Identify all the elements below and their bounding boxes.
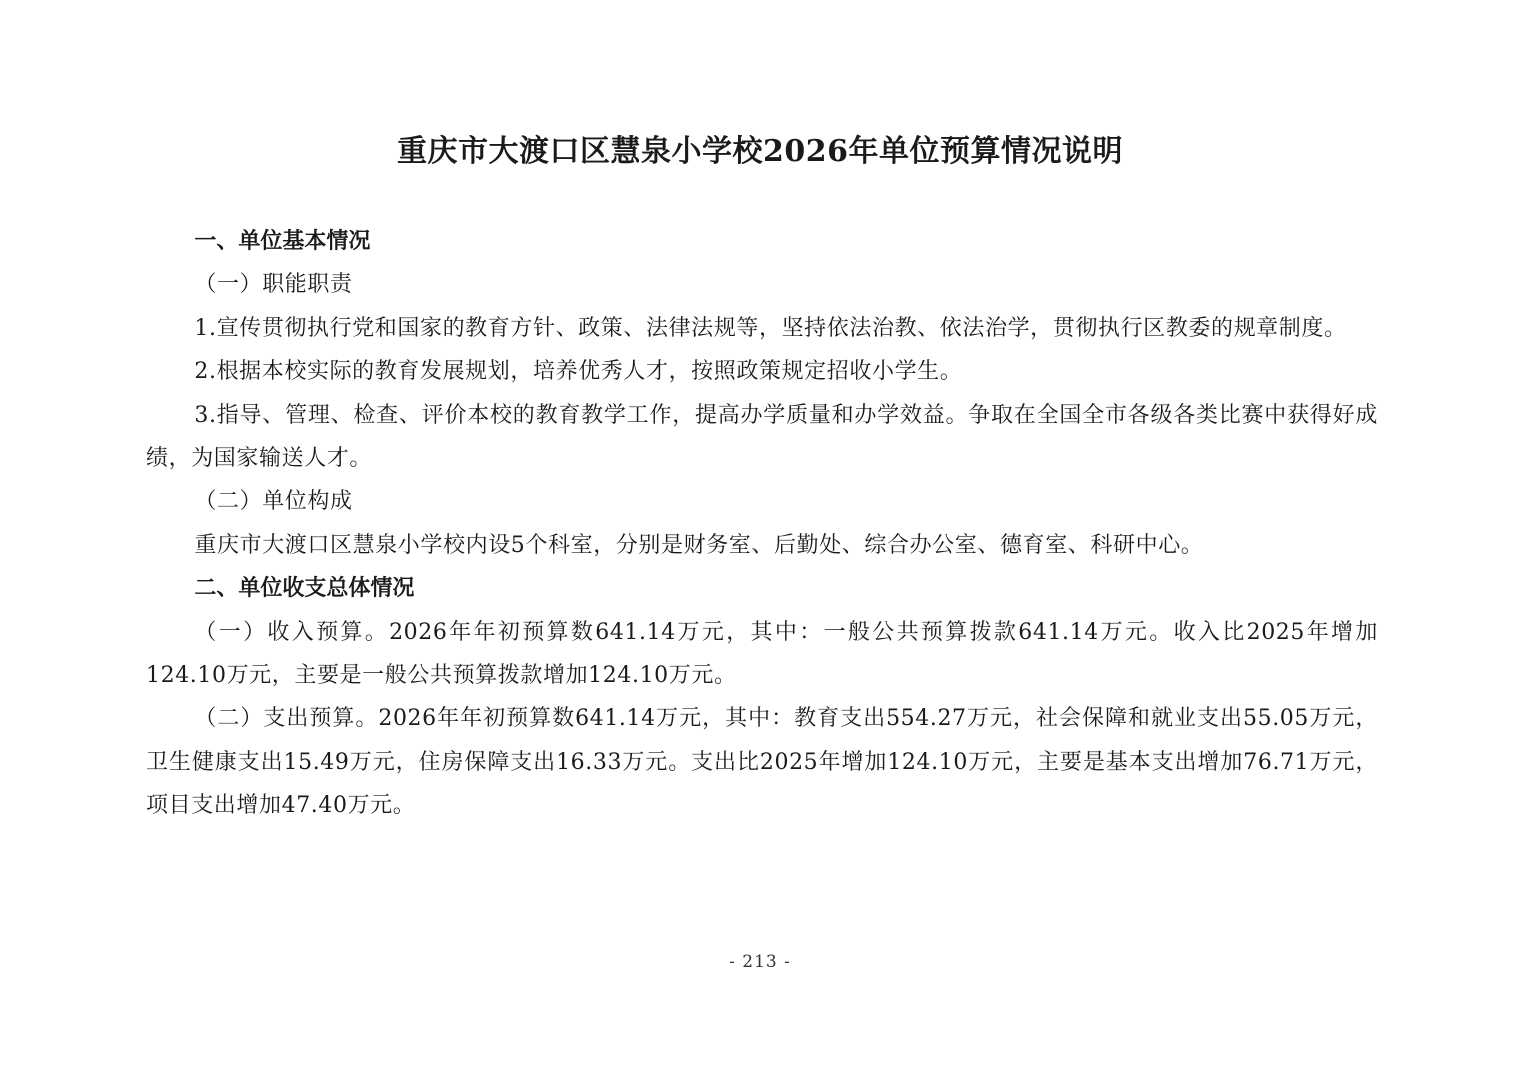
paragraph-composition: 重庆市大渡口区慧泉小学校内设5个科室，分别是财务室、后勤处、综合办公室、德育室、科研中心。 xyxy=(194,532,1204,558)
section-heading-budget-overview: 二、单位收支总体情况 xyxy=(194,576,415,602)
paragraph-function-2: 2.根据本校实际的教育发展规划，培养优秀人才，按照政策规定招收小学生。 xyxy=(194,359,963,385)
page-number: - 213 - xyxy=(729,952,791,972)
subheading-functions: （一）职能职责 xyxy=(194,272,353,298)
paragraph-function-3: 3.指导、管理、检查、评价本校的教育教学工作，提高办学质量和办学效益。争取在全国全市各级各类比赛中获得好成绩，为国家输送人才。 xyxy=(146,402,1378,472)
paragraph-expenditure-budget: （二）支出预算。2026年年初预算数641.14万元，其中：教育支出554.27万元，社会保障和就业支出55.05万元，卫生健康支出15.49万元，住房保障支出16.33万元。支出比2025年增加124.10万元，主要是基本支出增加76.71万元，项目支出增加47.40万元。 xyxy=(146,706,1378,819)
document-body xyxy=(146,220,1378,828)
paragraph-function-1: 1.宣传贯彻执行党和国家的教育方针、政策、法律法规等，坚持依法治教、依法治学，贯彻执行区教委的规章制度。 xyxy=(194,315,1347,341)
section-heading-basic-info: 一、单位基本情况 xyxy=(194,229,371,254)
document-title: 重庆市大渡口区慧泉小学校2026年单位预算情况说明 xyxy=(397,134,1123,169)
subheading-composition: （二）单位构成 xyxy=(194,489,353,515)
paragraph-income-budget: （一）收入预算。2026年年初预算数641.14万元，其中：一般公共预算拨款641.14万元。收入比2025年增加124.10万元，主要是一般公共预算拨款增加124.10万元。 xyxy=(146,619,1378,689)
